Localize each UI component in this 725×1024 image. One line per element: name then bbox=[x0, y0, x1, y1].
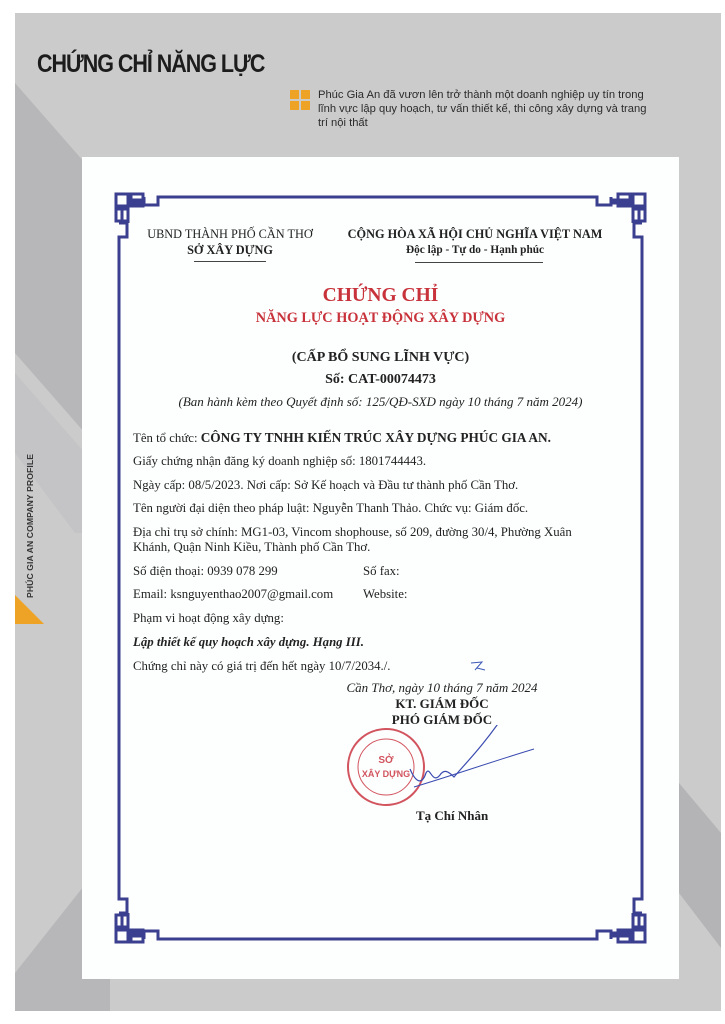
phone: Số điện thoại: 0939 078 299 bbox=[133, 564, 278, 578]
scope-value: Lập thiết kế quy hoạch xây dựng. Hạng III. bbox=[133, 635, 364, 649]
issue-info: Ngày cấp: 08/5/2023. Nơi cấp: Sở Kế hoạch và Đầu tư thành phố Cần Thơ. bbox=[133, 478, 519, 492]
org-line bbox=[133, 430, 551, 446]
sign-role1: KT. GIÁM ĐỐC bbox=[395, 696, 489, 711]
side-label: PHÚC GIA AN COMPANY PROFILE bbox=[25, 453, 35, 598]
nation-header bbox=[335, 226, 615, 258]
nation-line1: CỘNG HÒA XÃ HỘI CHỦ NGHĨA VIỆT NAM bbox=[347, 227, 603, 241]
divider bbox=[415, 262, 543, 263]
certificate-subtitle: NĂNG LỰC HOẠT ĐỘNG XÂY DỰNG bbox=[255, 310, 506, 326]
scope-label: Phạm vi hoạt động xây dựng: bbox=[133, 611, 284, 625]
issuer-line2: SỞ XÂY DỰNG bbox=[187, 243, 273, 257]
tagline bbox=[290, 88, 650, 130]
sign-role2: PHÓ GIÁM ĐỐC bbox=[391, 712, 493, 727]
signer-name: Tạ Chí Nhân bbox=[416, 808, 489, 823]
address-line2: Khánh, Quận Ninh Kiều, Thành phố Cần Thơ. bbox=[133, 540, 371, 554]
certificate-title: CHỨNG CHỈ bbox=[322, 285, 439, 306]
triangle-accent-icon bbox=[15, 595, 44, 624]
nation-line2: Độc lập - Tự do - Hạnh phúc bbox=[405, 244, 545, 256]
page-title: CHỨNG CHỈ NĂNG LỰC bbox=[37, 50, 265, 78]
org-name: CÔNG TY TNHH KIẾN TRÚC XÂY DỰNG PHÚC GIA AN. bbox=[200, 430, 551, 445]
signature-block bbox=[322, 680, 562, 728]
representative: Tên người đại diện theo pháp luật: Nguyễn Thanh Thảo. Chức vụ: Giám đốc. bbox=[133, 501, 529, 515]
svg-text:SỞ: SỞ bbox=[378, 755, 394, 766]
business-reg: Giấy chứng nhận đăng ký doanh nghiệp số: 1801744443. bbox=[133, 454, 427, 468]
supplement-label: (CẤP BỔ SUNG LĨNH VỰC) bbox=[291, 350, 470, 365]
initial-mark-icon bbox=[470, 660, 486, 672]
issuer-line1: UBND THÀNH PHỐ CẦN THƠ bbox=[147, 227, 313, 241]
sign-date: Cần Thơ, ngày 10 tháng 7 năm 2024 bbox=[346, 680, 538, 695]
address-line1: Địa chỉ trụ sở chính: MG1-03, Vincom shophouse, số 209, đường 30/4, Phường Xuân bbox=[133, 525, 572, 539]
squares-icon bbox=[290, 90, 310, 110]
org-label: Tên tổ chức: bbox=[133, 431, 201, 445]
divider bbox=[194, 261, 266, 262]
certificate bbox=[82, 157, 679, 979]
decision-reference: (Ban hành kèm theo Quyết định số: 125/QĐ-SXD ngày 10 tháng 7 năm 2024) bbox=[178, 394, 583, 409]
issuer-header bbox=[140, 226, 320, 258]
svg-text:XÂY DỰNG: XÂY DỰNG bbox=[361, 769, 411, 779]
validity: Chứng chỉ này có giá trị đến hết ngày 10/7/2034./. bbox=[133, 659, 391, 673]
website: Website: bbox=[363, 587, 408, 601]
fax: Số fax: bbox=[363, 564, 400, 578]
certificate-number: Số: CAT-00074473 bbox=[325, 372, 436, 387]
email: Email: ksnguyenthao2007@gmail.com bbox=[133, 587, 334, 601]
tagline-text: Phúc Gia An đã vươn lên trở thành một doanh nghiệp uy tín trong lĩnh vực lập quy hoạch, tư vấn thiết kế, thi công xây dựng và trang trí nội thất bbox=[318, 89, 647, 129]
